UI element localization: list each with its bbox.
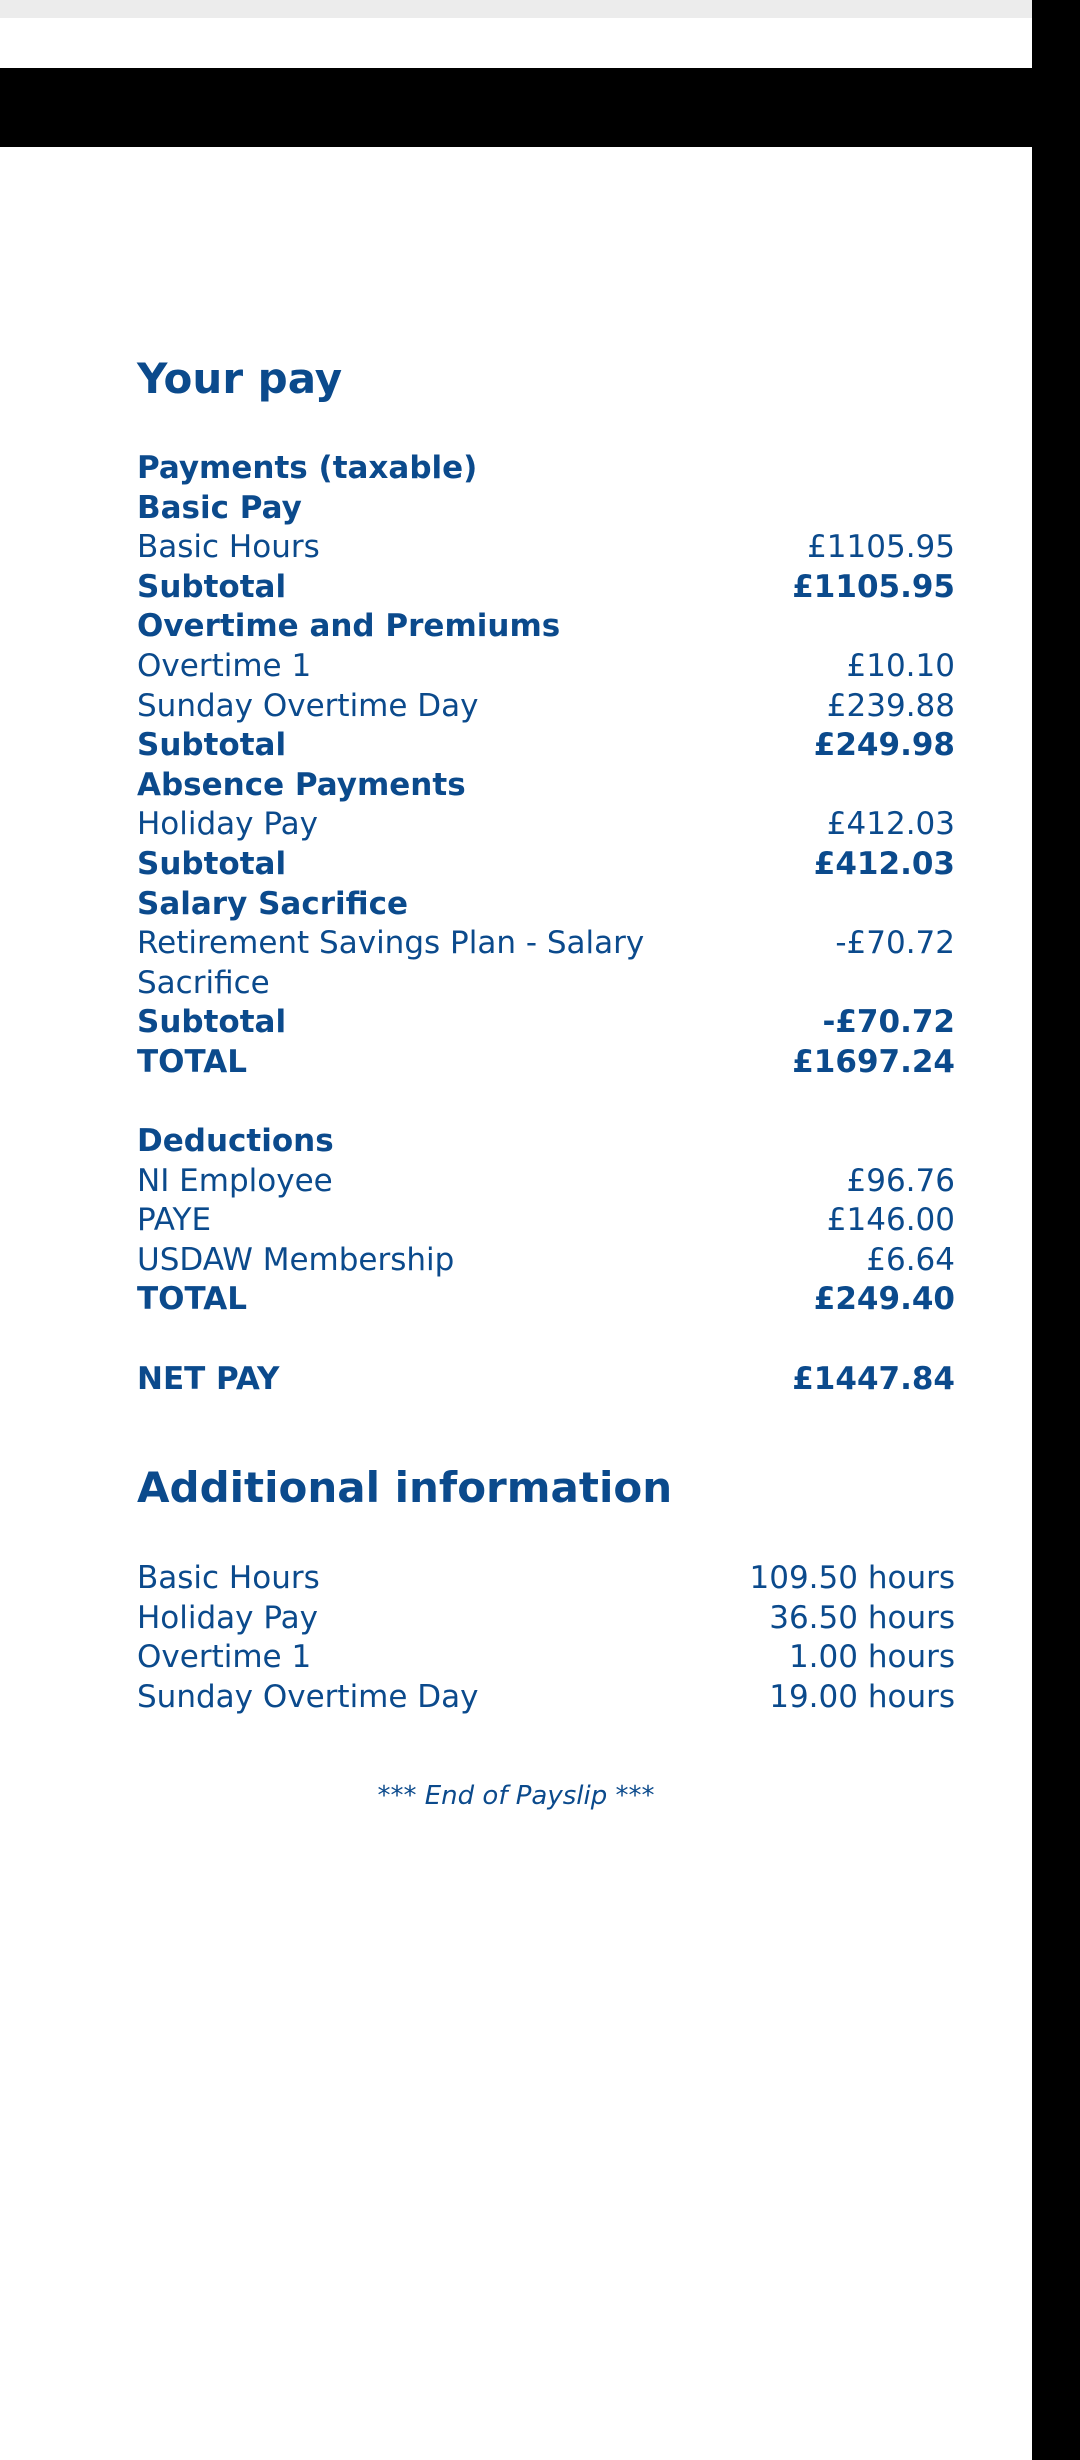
row-value: 1.00 hours <box>788 1639 955 1676</box>
hours-row <box>137 1638 955 1678</box>
row-value: -£70.72 <box>835 925 955 962</box>
row-label: USDAW Membership <box>137 1241 455 1278</box>
row-label: Sunday Overtime Day <box>137 687 479 724</box>
row-label: NI Employee <box>137 1162 333 1199</box>
row-label: PAYE <box>137 1202 212 1239</box>
subtotal-row: Subtotal £412.03 <box>137 845 955 882</box>
deduction-row <box>137 1162 955 1202</box>
overtime-heading: Overtime and Premiums <box>137 608 561 645</box>
row-value: £96.76 <box>846 1162 955 1199</box>
row-value: £146.00 <box>826 1202 955 1239</box>
row-label: Overtime 1 <box>137 647 312 684</box>
subtotal-row: Subtotal -£70.72 <box>137 1004 955 1041</box>
absence-heading: Absence Payments <box>137 766 466 803</box>
row-label: Holiday Pay <box>137 806 319 843</box>
subtotal-row: Subtotal £249.98 <box>137 727 955 764</box>
pay-total-row: TOTAL £1697.24 <box>137 1043 955 1080</box>
end-of-payslip-note: *** End of Payslip *** <box>377 1781 655 1811</box>
pay-section <box>137 449 955 1399</box>
deduction-row <box>137 1241 955 1281</box>
row-label: Holiday Pay <box>137 1599 319 1636</box>
basic-pay-heading: Basic Pay <box>137 489 302 526</box>
scrollbar[interactable] <box>1032 0 1080 2460</box>
row-value: £412.03 <box>826 806 955 843</box>
additional-info-section <box>137 1559 955 1717</box>
row-label: Overtime 1 <box>137 1639 312 1676</box>
header-bar <box>0 68 1032 147</box>
row-label: Basic Hours <box>137 1560 320 1596</box>
row-value: £239.88 <box>826 687 955 724</box>
row-value: £6.64 <box>866 1241 955 1278</box>
deductions-heading: Deductions <box>137 1123 334 1160</box>
net-pay-row: NET PAY £1447.84 <box>137 1360 955 1397</box>
hours-row <box>137 1559 955 1599</box>
deductions-total-row: TOTAL £249.40 <box>137 1281 955 1318</box>
row-label: Basic Hours <box>137 529 320 566</box>
row-label: Retirement Savings Plan - Salary Sacrifice <box>137 925 645 1001</box>
pay-row <box>137 805 955 845</box>
hours-row <box>137 1678 955 1718</box>
row-value: £1105.95 <box>807 529 955 566</box>
row-value: 109.50 hours <box>749 1560 955 1596</box>
additional-info-title: Additional information <box>137 1463 673 1512</box>
top-strip <box>0 0 1032 18</box>
pay-row <box>137 647 955 687</box>
salary-sacrifice-heading: Salary Sacrifice <box>137 885 408 922</box>
row-value: 36.50 hours <box>769 1599 955 1636</box>
hours-row <box>137 1599 955 1639</box>
pay-row <box>137 528 955 568</box>
row-label: Sunday Overtime Day <box>137 1678 479 1715</box>
subtotal-row: Subtotal £1105.95 <box>137 568 955 605</box>
deduction-row <box>137 1201 955 1241</box>
row-value: £10.10 <box>846 647 955 684</box>
pay-row <box>137 924 955 1003</box>
payments-heading: Payments (taxable) <box>137 450 478 486</box>
pay-row <box>137 687 955 727</box>
your-pay-title: Your pay <box>137 354 343 403</box>
row-value: 19.00 hours <box>769 1678 955 1715</box>
